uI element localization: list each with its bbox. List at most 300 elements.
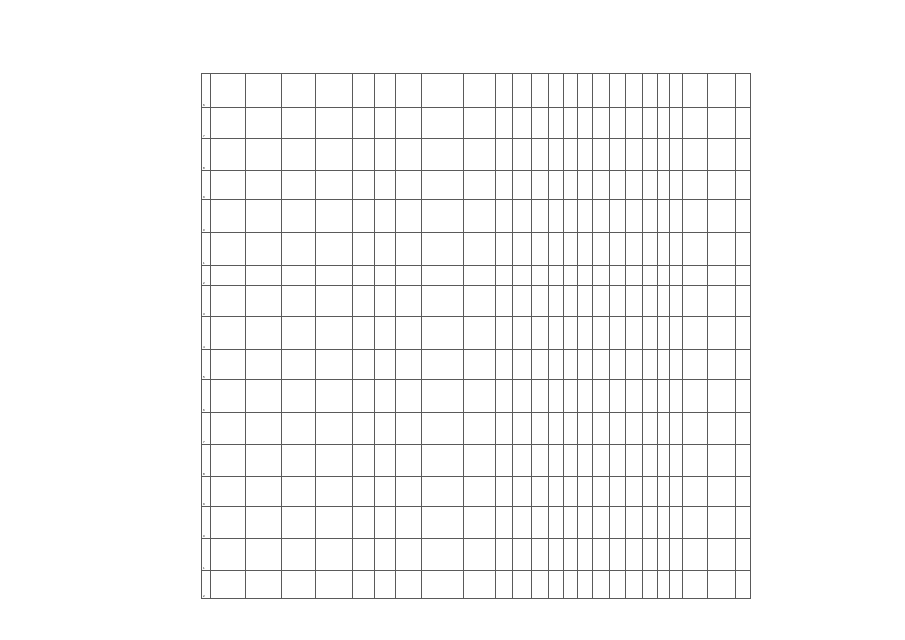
table-cell	[513, 233, 532, 266]
table-cell	[564, 380, 578, 413]
table-cell	[736, 413, 751, 445]
table-cell	[549, 74, 564, 108]
table-cell	[683, 380, 708, 413]
table-cell	[353, 413, 375, 445]
table-cell	[670, 571, 683, 599]
table-cell	[736, 108, 751, 139]
table-cell	[532, 200, 549, 233]
table-cell	[464, 74, 496, 108]
table-cell	[316, 108, 353, 139]
table-cell	[353, 108, 375, 139]
table-cell	[375, 74, 396, 108]
table-cell	[211, 571, 246, 599]
table-cell	[578, 413, 593, 445]
row-number-cell: 8	[202, 445, 211, 477]
table-row	[202, 413, 751, 445]
table-cell	[736, 286, 751, 317]
table-cell	[353, 539, 375, 571]
table-cell	[282, 317, 316, 350]
table-cell	[422, 571, 464, 599]
table-cell	[626, 413, 643, 445]
table-cell	[496, 139, 513, 171]
table-cell	[643, 200, 658, 233]
table-cell	[282, 477, 316, 507]
table-cell	[658, 507, 670, 539]
table-cell	[708, 380, 736, 413]
table-cell	[375, 445, 396, 477]
table-cell	[578, 108, 593, 139]
table-cell	[316, 200, 353, 233]
table-cell	[564, 74, 578, 108]
table-cell	[549, 445, 564, 477]
table-cell	[353, 350, 375, 380]
table-cell	[532, 233, 549, 266]
table-cell	[549, 539, 564, 571]
table-cell	[643, 233, 658, 266]
table-cell	[626, 477, 643, 507]
table-cell	[643, 171, 658, 200]
table-cell	[211, 350, 246, 380]
table-cell	[513, 200, 532, 233]
row-number-cell: 7	[202, 108, 211, 139]
table-cell	[464, 380, 496, 413]
table-cell	[396, 139, 422, 171]
table-cell	[422, 139, 464, 171]
table-cell	[610, 539, 626, 571]
table-cell	[578, 507, 593, 539]
table-cell	[593, 266, 610, 286]
table-cell	[610, 266, 626, 286]
table-cell	[683, 571, 708, 599]
table-cell	[211, 507, 246, 539]
table-cell	[316, 139, 353, 171]
table-cell	[353, 139, 375, 171]
table-cell	[626, 233, 643, 266]
table-cell	[464, 233, 496, 266]
table-cell	[643, 317, 658, 350]
row-number-cell: 7	[202, 413, 211, 445]
table-cell	[353, 445, 375, 477]
table-cell	[549, 108, 564, 139]
table-cell	[670, 171, 683, 200]
table-cell	[211, 139, 246, 171]
table-cell	[564, 171, 578, 200]
table-cell	[464, 171, 496, 200]
row-number-cell: 0	[202, 507, 211, 539]
table-cell	[736, 233, 751, 266]
table-cell	[316, 507, 353, 539]
table-cell	[496, 171, 513, 200]
table-cell	[736, 139, 751, 171]
table-cell	[683, 477, 708, 507]
table-cell	[532, 413, 549, 445]
table-cell	[593, 571, 610, 599]
table-cell	[464, 108, 496, 139]
table-cell	[282, 200, 316, 233]
table-cell	[282, 507, 316, 539]
table-cell	[246, 139, 282, 171]
table-cell	[464, 286, 496, 317]
table-cell	[578, 233, 593, 266]
table-cell	[564, 286, 578, 317]
table-cell	[375, 266, 396, 286]
table-cell	[610, 445, 626, 477]
table-cell	[211, 317, 246, 350]
table-cell	[464, 539, 496, 571]
table-cell	[422, 477, 464, 507]
table-cell	[316, 350, 353, 380]
table-cell	[708, 108, 736, 139]
table-cell	[353, 286, 375, 317]
table-cell	[396, 317, 422, 350]
table-cell	[532, 507, 549, 539]
table-cell	[564, 477, 578, 507]
table-cell	[610, 286, 626, 317]
table-cell	[316, 380, 353, 413]
table-cell	[708, 139, 736, 171]
table-cell	[626, 571, 643, 599]
table-cell	[396, 413, 422, 445]
table-cell	[375, 380, 396, 413]
table-cell	[422, 286, 464, 317]
table-cell	[549, 477, 564, 507]
table-cell	[513, 286, 532, 317]
table-cell	[658, 571, 670, 599]
table-cell	[496, 571, 513, 599]
table-cell	[496, 266, 513, 286]
table-cell	[736, 317, 751, 350]
table-cell	[532, 108, 549, 139]
table-cell	[683, 74, 708, 108]
table-cell	[610, 413, 626, 445]
table-cell	[211, 539, 246, 571]
table-cell	[593, 286, 610, 317]
table-cell	[246, 171, 282, 200]
table-cell	[396, 445, 422, 477]
table-cell	[658, 286, 670, 317]
table-cell	[282, 380, 316, 413]
table-cell	[375, 108, 396, 139]
table-cell	[396, 200, 422, 233]
table-cell	[708, 350, 736, 380]
table-cell	[626, 171, 643, 200]
table-cell	[532, 139, 549, 171]
table-row	[202, 233, 751, 266]
table-cell	[532, 266, 549, 286]
table-cell	[464, 350, 496, 380]
table-cell	[564, 317, 578, 350]
table-cell	[670, 317, 683, 350]
table-cell	[578, 171, 593, 200]
table-row	[202, 350, 751, 380]
table-cell	[396, 171, 422, 200]
table-cell	[708, 233, 736, 266]
table-cell	[658, 539, 670, 571]
table-cell	[670, 233, 683, 266]
table-cell	[316, 286, 353, 317]
table-cell	[564, 539, 578, 571]
table-cell	[658, 233, 670, 266]
table-cell	[464, 266, 496, 286]
table-cell	[282, 445, 316, 477]
table-cell	[375, 571, 396, 599]
table-cell	[736, 445, 751, 477]
table-cell	[610, 200, 626, 233]
row-number-cell: 9	[202, 477, 211, 507]
table-cell	[246, 507, 282, 539]
table-cell	[670, 380, 683, 413]
table-cell	[396, 380, 422, 413]
table-cell	[643, 139, 658, 171]
table-cell	[532, 286, 549, 317]
table-cell	[643, 266, 658, 286]
table-row	[202, 200, 751, 233]
table-cell	[683, 233, 708, 266]
table-cell	[422, 445, 464, 477]
table-cell	[211, 445, 246, 477]
table-cell	[496, 445, 513, 477]
table-row	[202, 139, 751, 171]
table-cell	[549, 286, 564, 317]
table-cell	[282, 233, 316, 266]
table-cell	[422, 171, 464, 200]
table-cell	[282, 350, 316, 380]
table-cell	[316, 539, 353, 571]
table-cell	[549, 317, 564, 350]
table-cell	[375, 413, 396, 445]
table-cell	[496, 350, 513, 380]
table-cell	[670, 539, 683, 571]
table-cell	[211, 266, 246, 286]
table-cell	[549, 350, 564, 380]
table-cell	[246, 413, 282, 445]
table-cell	[626, 108, 643, 139]
table-row	[202, 477, 751, 507]
table-cell	[246, 445, 282, 477]
table-cell	[353, 171, 375, 200]
table-cell	[513, 539, 532, 571]
table-cell	[564, 445, 578, 477]
table-cell	[211, 477, 246, 507]
table-cell	[549, 571, 564, 599]
table-cell	[246, 200, 282, 233]
table-cell	[578, 571, 593, 599]
table-cell	[736, 477, 751, 507]
table-cell	[496, 477, 513, 507]
table-cell	[396, 233, 422, 266]
table-row	[202, 74, 751, 108]
table-cell	[578, 139, 593, 171]
table-cell	[316, 445, 353, 477]
row-number-cell: 2	[202, 266, 211, 286]
table-cell	[736, 571, 751, 599]
table-cell	[578, 477, 593, 507]
table-cell	[282, 108, 316, 139]
table-cell	[670, 286, 683, 317]
table-cell	[282, 413, 316, 445]
table-cell	[316, 233, 353, 266]
table-cell	[626, 139, 643, 171]
table-cell	[626, 266, 643, 286]
table-cell	[708, 507, 736, 539]
table-cell	[708, 477, 736, 507]
table-cell	[658, 380, 670, 413]
table-cell	[211, 380, 246, 413]
table-cell	[246, 539, 282, 571]
table-cell	[496, 286, 513, 317]
table-cell	[316, 477, 353, 507]
table-cell	[549, 139, 564, 171]
table-cell	[670, 350, 683, 380]
table-cell	[610, 74, 626, 108]
table-cell	[375, 507, 396, 539]
table-cell	[578, 74, 593, 108]
table-cell	[708, 266, 736, 286]
table-cell	[610, 350, 626, 380]
table-cell	[610, 171, 626, 200]
table-cell	[422, 507, 464, 539]
table-cell	[578, 350, 593, 380]
table-cell	[578, 200, 593, 233]
table-cell	[246, 350, 282, 380]
table-cell	[246, 477, 282, 507]
table-cell	[626, 539, 643, 571]
table-cell	[708, 286, 736, 317]
table-cell	[211, 286, 246, 317]
table-cell	[549, 507, 564, 539]
table-cell	[564, 350, 578, 380]
table-cell	[578, 317, 593, 350]
table-cell	[316, 413, 353, 445]
table-cell	[375, 139, 396, 171]
table-row	[202, 445, 751, 477]
table-cell	[513, 477, 532, 507]
table-cell	[736, 74, 751, 108]
table-cell	[578, 445, 593, 477]
table-cell	[513, 507, 532, 539]
table-cell	[736, 200, 751, 233]
table-cell	[593, 233, 610, 266]
table-cell	[658, 171, 670, 200]
table-cell	[211, 413, 246, 445]
table-cell	[532, 171, 549, 200]
table-cell	[643, 413, 658, 445]
table-cell	[708, 445, 736, 477]
table-cell	[496, 380, 513, 413]
table-cell	[626, 507, 643, 539]
table-cell	[610, 108, 626, 139]
table-cell	[396, 571, 422, 599]
table-cell	[683, 108, 708, 139]
table-cell	[593, 445, 610, 477]
table-cell	[375, 539, 396, 571]
table-cell	[246, 286, 282, 317]
row-number-cell: 8	[202, 139, 211, 171]
table-cell	[670, 200, 683, 233]
table-cell	[593, 139, 610, 171]
table-row	[202, 539, 751, 571]
table-cell	[683, 286, 708, 317]
table-cell	[708, 539, 736, 571]
table-cell	[643, 571, 658, 599]
table-cell	[496, 317, 513, 350]
table-cell	[643, 108, 658, 139]
table-cell	[246, 571, 282, 599]
table-cell	[564, 233, 578, 266]
table-cell	[610, 477, 626, 507]
table-cell	[422, 108, 464, 139]
table-cell	[532, 317, 549, 350]
table-row	[202, 380, 751, 413]
row-number-cell: 1	[202, 233, 211, 266]
table-cell	[211, 171, 246, 200]
table-cell	[643, 286, 658, 317]
table-cell	[643, 380, 658, 413]
table-cell	[513, 108, 532, 139]
table-cell	[422, 539, 464, 571]
table-cell	[211, 74, 246, 108]
table-cell	[564, 200, 578, 233]
table-cell	[593, 380, 610, 413]
table-cell	[396, 286, 422, 317]
table-cell	[610, 507, 626, 539]
table-cell	[670, 139, 683, 171]
table-cell	[246, 266, 282, 286]
table-cell	[532, 445, 549, 477]
table-cell	[396, 108, 422, 139]
row-number-cell: 0	[202, 200, 211, 233]
table-cell	[670, 108, 683, 139]
table-cell	[593, 171, 610, 200]
table-cell	[736, 171, 751, 200]
table-cell	[532, 571, 549, 599]
table-cell	[736, 507, 751, 539]
table-cell	[375, 350, 396, 380]
table-cell	[683, 350, 708, 380]
table-cell	[513, 139, 532, 171]
table-cell	[564, 266, 578, 286]
table-cell	[683, 445, 708, 477]
row-number-cell: 2	[202, 571, 211, 599]
table-cell	[658, 266, 670, 286]
table-cell	[549, 233, 564, 266]
table-cell	[282, 539, 316, 571]
table-cell	[513, 571, 532, 599]
table-cell	[708, 200, 736, 233]
table-cell	[513, 413, 532, 445]
table-cell	[708, 571, 736, 599]
table-cell	[593, 108, 610, 139]
table-cell	[496, 74, 513, 108]
table-cell	[658, 200, 670, 233]
table-cell	[316, 171, 353, 200]
table-cell	[549, 380, 564, 413]
table-cell	[658, 139, 670, 171]
table-cell	[211, 233, 246, 266]
table-cell	[513, 380, 532, 413]
table-cell	[464, 477, 496, 507]
table-row	[202, 317, 751, 350]
table-cell	[396, 477, 422, 507]
table-cell	[643, 507, 658, 539]
table-row	[202, 286, 751, 317]
table-cell	[593, 507, 610, 539]
table-cell	[658, 317, 670, 350]
table-cell	[670, 477, 683, 507]
table-cell	[496, 108, 513, 139]
table-cell	[708, 413, 736, 445]
table-cell	[464, 445, 496, 477]
